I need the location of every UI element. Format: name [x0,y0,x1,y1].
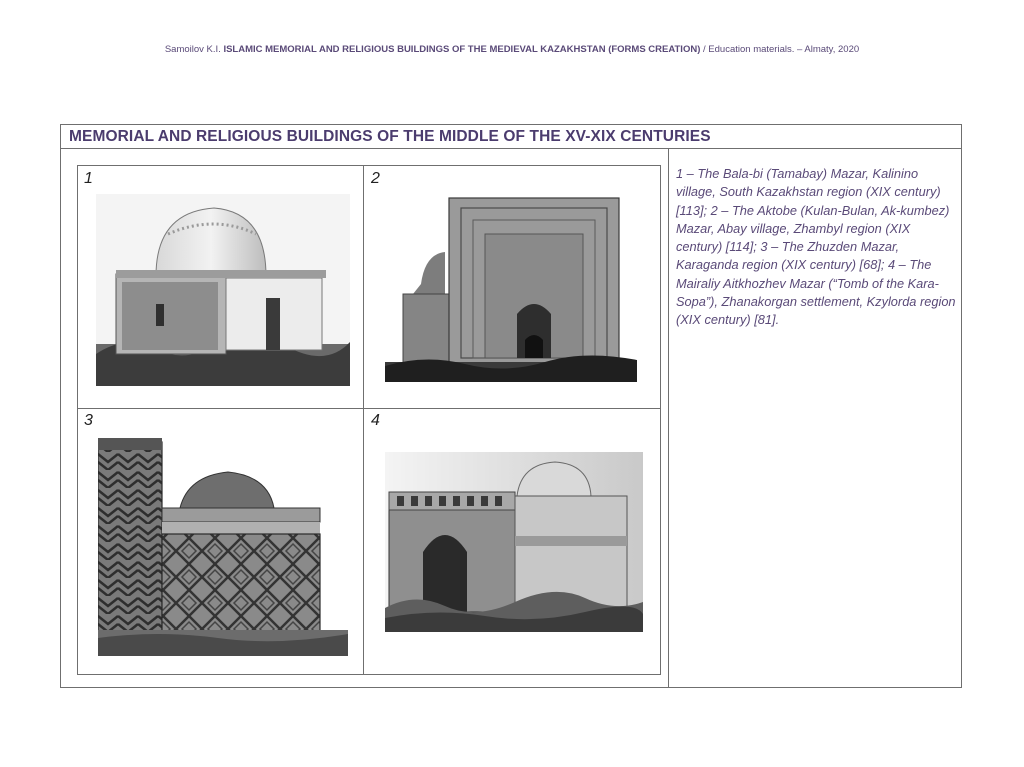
citation-author: Samoilov K.I. [164,44,221,55]
title-bar [61,125,961,149]
figure-caption: 1 – The Bala-bi (Tamabay) Mazar, Kalinino village, South Kazakhstan region (XIX century) [113]; 2 – The Aktobe (Kulan-Bulan, Ak-kumbez) Mazar, Abay village, Zhambyl region (XIX century) [114]; 3 – The Zhuzden Mazar, Karaganda region (XIX century) [68]; 4 – The Mairaliy Aitkhozhev Mazar (“Tomb of the Kara-Sopa”), Zhanakorgan settlement, Kzylorda region (XIX century) [81]. [676,166,956,328]
citation-source: / Education materials. – Almaty, 2020 [703,44,860,55]
figure-cell-1 [78,166,363,408]
column-divider [668,148,669,688]
figure-cell-4 [363,408,662,676]
figure-number-1: 1 [84,170,93,187]
figure-number-2: 2 [371,170,380,187]
citation-title: ISLAMIC MEMORIAL AND RELIGIOUS BUILDINGS OF THE MEDIEVAL KAZAKHSTAN (FORMS CREATION) [223,44,701,55]
figure-number-4: 4 [371,412,380,429]
figure-cell-2 [363,166,662,408]
figure-cell-3 [78,408,363,676]
domed-mazar-photo-icon [96,194,350,386]
section-title: MEMORIAL AND RELIGIOUS BUILDINGS OF THE MIDDLE OF THE XV-XIX CENTURIES [69,128,711,145]
photo-grid [77,165,661,675]
arched-mazar-photo-icon [385,452,643,632]
portal-mazar-photo-icon [385,194,637,382]
figure-frame [60,124,962,688]
citation-header [0,44,1024,55]
tower-mazar-photo-icon [98,434,348,656]
figure-number-3: 3 [84,412,93,429]
